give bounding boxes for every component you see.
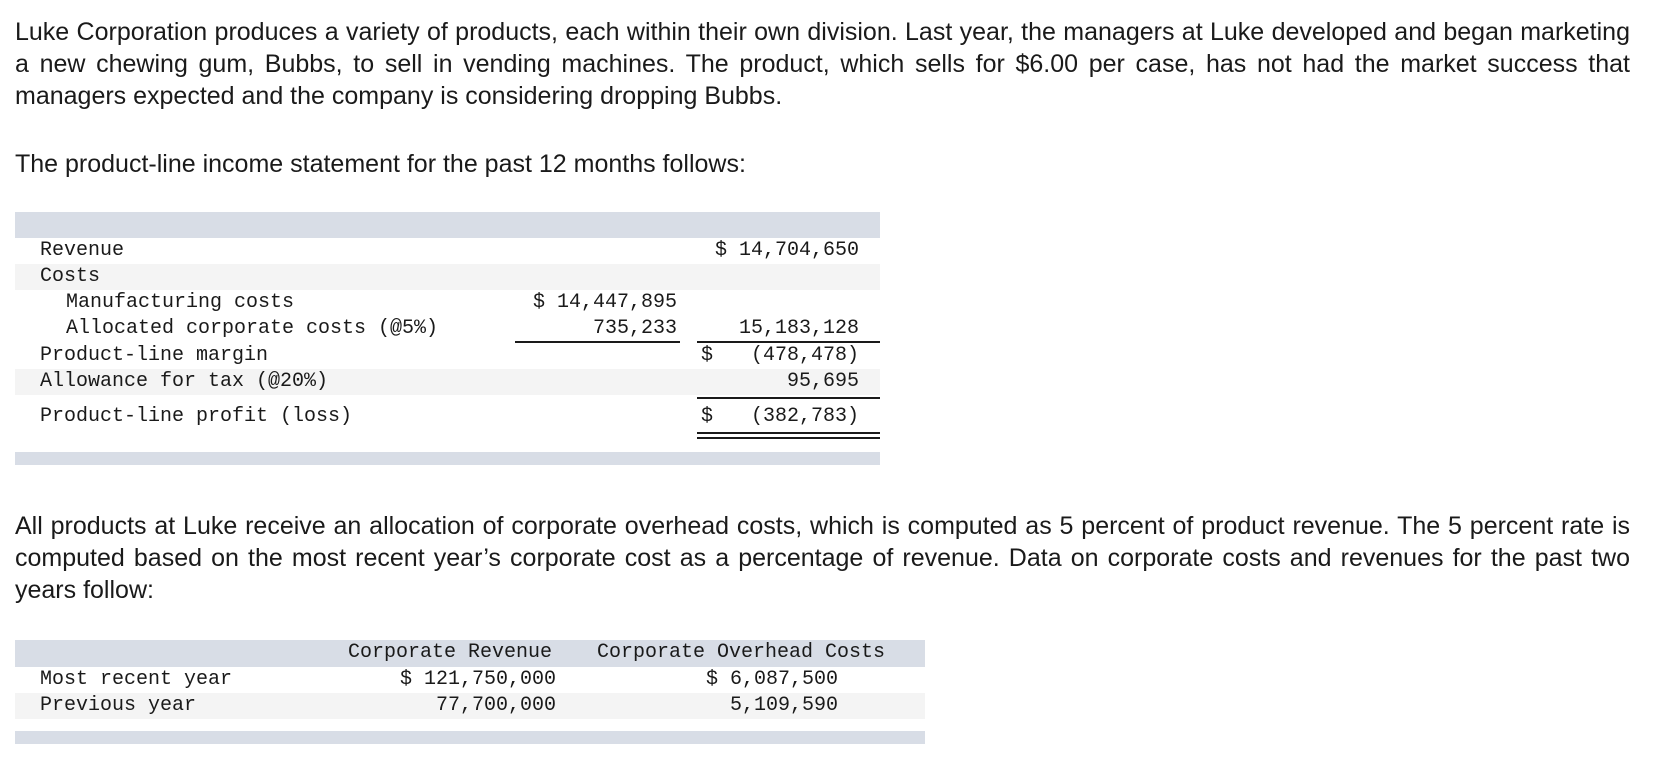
table-footer-band bbox=[15, 731, 925, 744]
row-total: 15,183,128 bbox=[738, 317, 859, 340]
corporate-data-table bbox=[15, 640, 925, 744]
revenue-value: 77,700,000 bbox=[435, 694, 556, 717]
row-total: 95,695 bbox=[786, 370, 859, 393]
revenue-row bbox=[15, 238, 880, 264]
row-detail: $ 14,447,895 bbox=[532, 291, 677, 314]
income-statement-table bbox=[15, 212, 880, 465]
row-label: Revenue bbox=[40, 239, 125, 262]
total-underline bbox=[697, 397, 880, 399]
row-label: Previous year bbox=[40, 694, 197, 717]
row-label: Manufacturing costs bbox=[66, 291, 295, 314]
product-line-margin-row bbox=[15, 343, 880, 369]
row-label: Product-line profit (loss) bbox=[40, 405, 353, 428]
manufacturing-costs-row bbox=[15, 290, 880, 316]
table-row bbox=[15, 667, 925, 693]
statement-intro-text: The product-line income statement for the past 12 months follows: bbox=[15, 150, 746, 178]
overhead-value: $ 6,087,500 bbox=[705, 668, 838, 691]
overhead-value: 5,109,590 bbox=[729, 694, 838, 717]
dollar-sign: $ bbox=[701, 344, 714, 367]
table-header-band bbox=[15, 212, 880, 238]
product-line-profit-row bbox=[15, 404, 880, 430]
allocated-costs-row bbox=[15, 316, 880, 342]
row-total: (382,783) bbox=[750, 405, 859, 428]
row-label: Most recent year bbox=[40, 668, 233, 691]
allocation-paragraph: All products at Luke receive an allocation of corporate overhead costs, which is computed as 5 percent of product revenue. The 5 percent rate is computed based on the most recent year’s corporate cost as a percentage of revenue. Data on corporate costs and revenues for the past two years follow: bbox=[15, 512, 1630, 604]
costs-row bbox=[15, 264, 880, 290]
row-detail: 735,233 bbox=[592, 317, 677, 340]
row-total: $ 14,704,650 bbox=[714, 239, 859, 262]
double-underline bbox=[697, 432, 880, 439]
tax-allowance-row bbox=[15, 369, 880, 395]
corporate-revenue-header: Corporate Revenue bbox=[348, 641, 553, 664]
corporate-overhead-header: Corporate Overhead Costs bbox=[597, 641, 886, 664]
intro-paragraph: Luke Corporation produces a variety of products, each within their own division. Last year, the managers at Luke developed and began marketing a new chewing gum, Bubbs, to sell in vending machines. The product, which sells for $6.00 per case, has not had the market success that managers expected and the company is considering dropping Bubbs. bbox=[15, 18, 1630, 110]
row-total: (478,478) bbox=[750, 344, 859, 367]
table-footer-band bbox=[15, 452, 880, 465]
revenue-value: $ 121,750,000 bbox=[399, 668, 556, 691]
row-label: Product-line margin bbox=[40, 344, 269, 367]
row-label: Allocated corporate costs (@5%) bbox=[66, 317, 439, 340]
row-label: Allowance for tax (@20%) bbox=[40, 370, 329, 393]
table-header-band bbox=[15, 640, 925, 667]
row-label: Costs bbox=[40, 265, 101, 288]
dollar-sign: $ bbox=[701, 405, 714, 428]
table-row bbox=[15, 693, 925, 719]
header-row bbox=[15, 640, 925, 666]
